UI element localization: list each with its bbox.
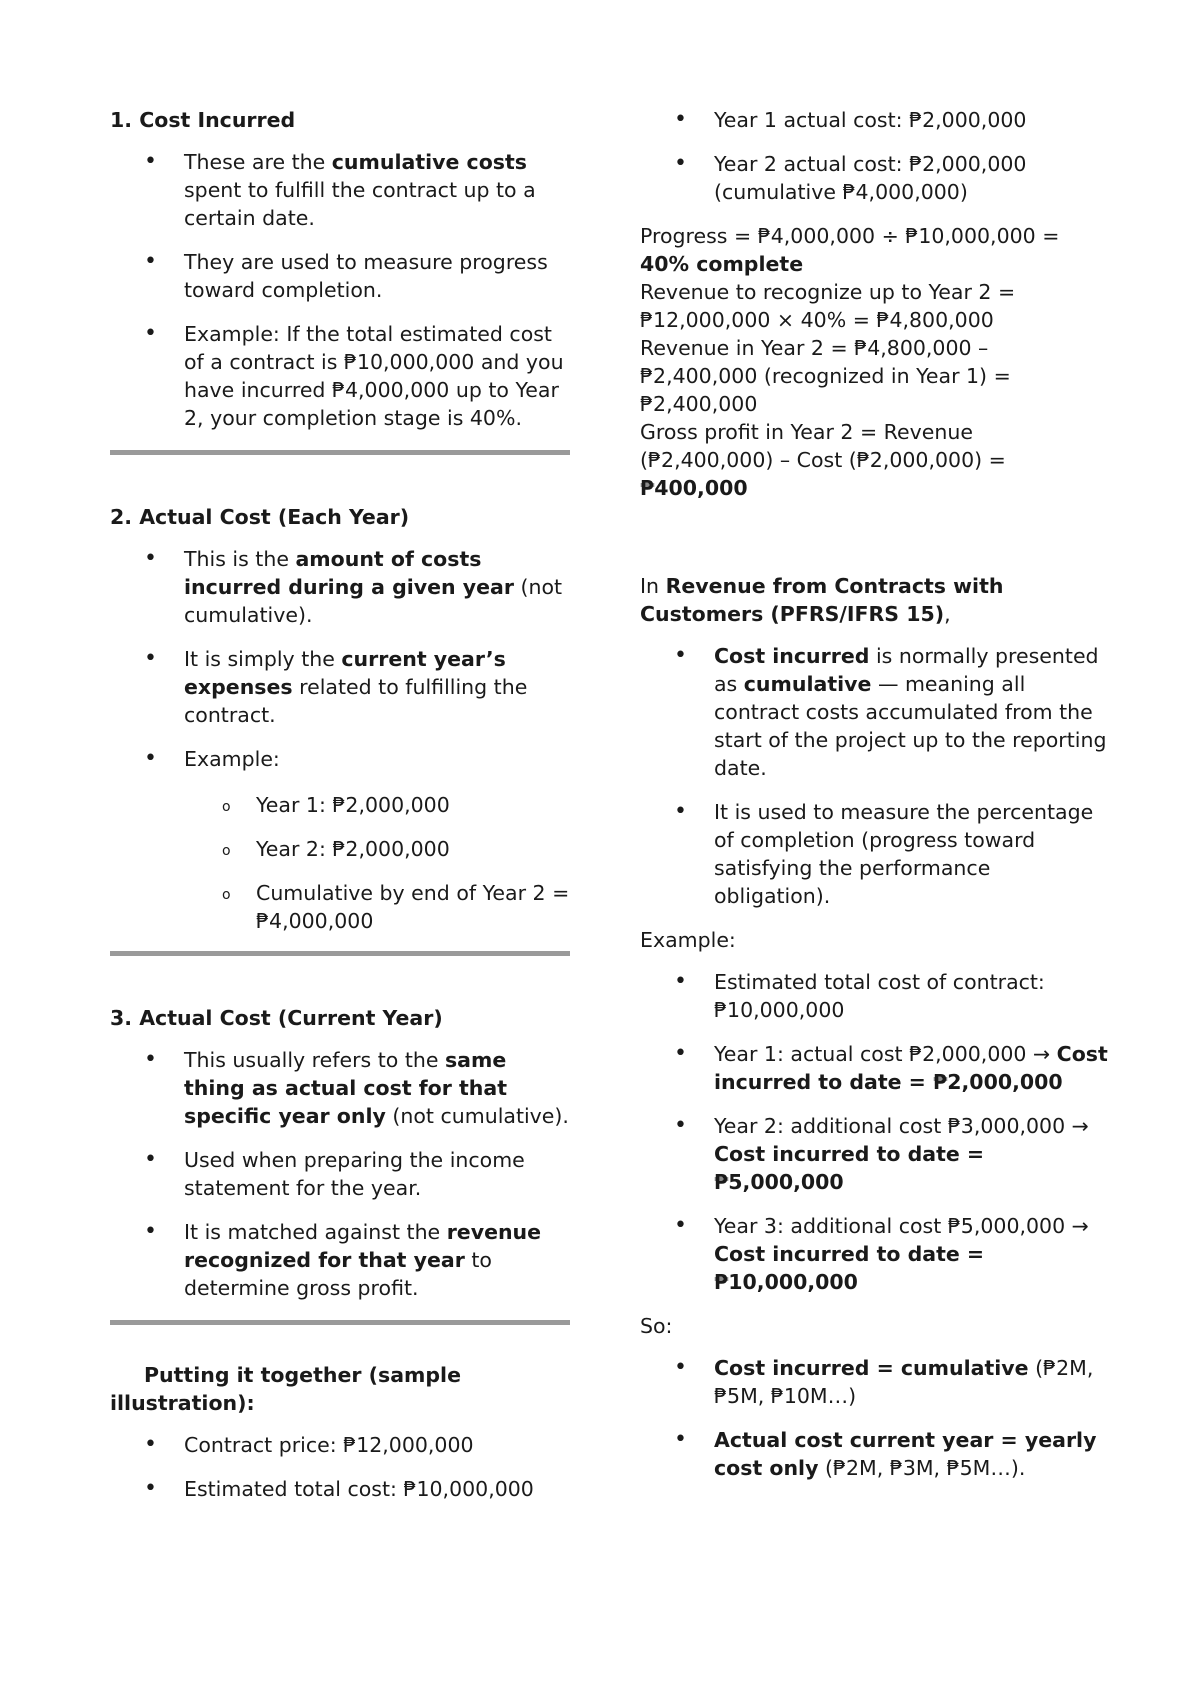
list-item [640, 1112, 1110, 1196]
bold-text: ₱400,000 [640, 476, 748, 500]
list-item [110, 1046, 570, 1130]
list-item [640, 1212, 1110, 1296]
horizontal-divider [110, 951, 570, 956]
sub-list-item: o Cumulative by end of Year 2 = ₱4,000,000 [184, 879, 570, 935]
section-heading-putting-it-together: Putting it together (sample illustration): [110, 1363, 461, 1415]
bullet-list [110, 148, 570, 432]
bold-text: current year’s expenses [184, 647, 506, 699]
list-item [110, 545, 570, 629]
bold-text: same thing as actual cost for that specific year only [184, 1048, 508, 1128]
list-item: • Used when preparing the income statement for the year. [110, 1146, 570, 1202]
section-heading-actual-cost-current-year: 3. Actual Cost (Current Year) [110, 1006, 443, 1030]
bold-text: revenue recognized for that year [184, 1220, 542, 1272]
sub-list-item: o Year 1: ₱2,000,000 [184, 791, 570, 819]
list-item: • Estimated total cost: ₱10,000,000 [110, 1475, 570, 1503]
text: This is the [184, 547, 296, 571]
bullet-list [640, 642, 1110, 910]
text: spent to fulfill the contract up to a certain date. [184, 178, 536, 230]
list-item [640, 1426, 1110, 1482]
bold-text: Cost incurred to date = ₱2,000,000 [714, 1042, 1108, 1094]
right-column [640, 106, 1110, 1498]
text: (₱2M, ₱5M, ₱10M…) [714, 1356, 1094, 1408]
bold-text: Cost incurred = cumulative [714, 1356, 1029, 1380]
list-item [110, 645, 570, 729]
text: It is simply the [184, 647, 342, 671]
sub-list-item: o Year 2: ₱2,000,000 [184, 835, 570, 863]
progress-line [640, 222, 1110, 278]
sub-list [184, 791, 570, 935]
section-heading-actual-cost-each-year: 2. Actual Cost (Each Year) [110, 505, 410, 529]
text: , [944, 602, 951, 626]
so-label: So: [640, 1314, 673, 1338]
text: — meaning all contract costs accumulated from the start of the project up to the reporting date. [714, 672, 1107, 780]
bold-text: cumulative [743, 672, 872, 696]
list-item: • Year 2 actual cost: ₱2,000,000 (cumulative ₱4,000,000) [640, 150, 1110, 206]
list-item [110, 745, 570, 935]
list-item: • It is used to measure the percentage of completion (progress toward satisfying the performance obligation). [640, 798, 1110, 910]
text: Example: [184, 747, 280, 771]
bold-text: amount of costs incurred during a given year [184, 547, 514, 599]
text: Year 1: actual cost ₱2,000,000 → [714, 1042, 1057, 1066]
revenue-year2-line: Revenue in Year 2 = ₱4,800,000 – ₱2,400,000 (recognized in Year 1) = ₱2,400,000 [640, 336, 1011, 416]
text: (not cumulative). [184, 575, 563, 627]
list-item: • Contract price: ₱12,000,000 [110, 1431, 570, 1459]
text: is normally presented as [714, 644, 1099, 696]
bold-text: Cost incurred [714, 644, 870, 668]
bold-text: Revenue from Contracts with Customers (PFRS/IFRS 15) [640, 574, 1004, 626]
bold-text: Cost incurred to date = ₱5,000,000 [714, 1142, 985, 1194]
example-label: Example: [640, 928, 736, 952]
bold-text: 40% complete [640, 252, 804, 276]
text: This usually refers to the [184, 1048, 445, 1072]
list-item [640, 1040, 1110, 1096]
list-item: • Estimated total cost of contract: ₱10,000,000 [640, 968, 1110, 1024]
bullet-list [110, 545, 570, 935]
text: It is matched against the [184, 1220, 447, 1244]
text: These are the [184, 150, 332, 174]
bullet-list [110, 1431, 570, 1503]
list-item [110, 148, 570, 232]
text: Year 2: additional cost ₱3,000,000 → [714, 1114, 1089, 1138]
text: Year 3: additional cost ₱5,000,000 → [714, 1214, 1089, 1238]
left-column [110, 106, 570, 1519]
list-item: • Year 1 actual cost: ₱2,000,000 [640, 106, 1110, 134]
text: Progress = ₱4,000,000 ÷ ₱10,000,000 = [640, 224, 1060, 248]
text: to determine gross profit. [184, 1248, 492, 1300]
list-item [110, 1218, 570, 1302]
horizontal-divider [110, 450, 570, 455]
bold-text: Cost incurred to date = ₱10,000,000 [714, 1242, 985, 1294]
list-item [640, 1354, 1110, 1410]
bullet-list [640, 968, 1110, 1296]
bullet-list [640, 1354, 1110, 1482]
text: (not cumulative). [385, 1104, 569, 1128]
bold-text: cumulative costs [331, 150, 527, 174]
text: related to fulfilling the contract. [184, 675, 528, 727]
list-item: • They are used to measure progress toward completion. [110, 248, 570, 304]
gross-profit-line [640, 418, 1110, 502]
section-heading-cost-incurred: 1. Cost Incurred [110, 108, 296, 132]
bullet-list [110, 1046, 570, 1302]
text: (₱2M, ₱3M, ₱5M…). [818, 1456, 1026, 1480]
list-item: • Example: If the total estimated cost of a contract is ₱10,000,000 and you have incurred ₱4,000,000 up to Year 2, your completion stage is 40%. [110, 320, 570, 432]
bullet-list [640, 106, 1110, 206]
text: In [640, 574, 666, 598]
text: Gross profit in Year 2 = Revenue (₱2,400,000) – Cost (₱2,000,000) = [640, 420, 1006, 472]
revenue-to-date-line: Revenue to recognize up to Year 2 = ₱12,000,000 × 40% = ₱4,800,000 [640, 280, 1016, 332]
pfrs-intro [640, 572, 1110, 628]
list-item [640, 642, 1110, 782]
bold-text: Actual cost current year = yearly cost only [714, 1428, 1097, 1480]
horizontal-divider [110, 1320, 570, 1325]
